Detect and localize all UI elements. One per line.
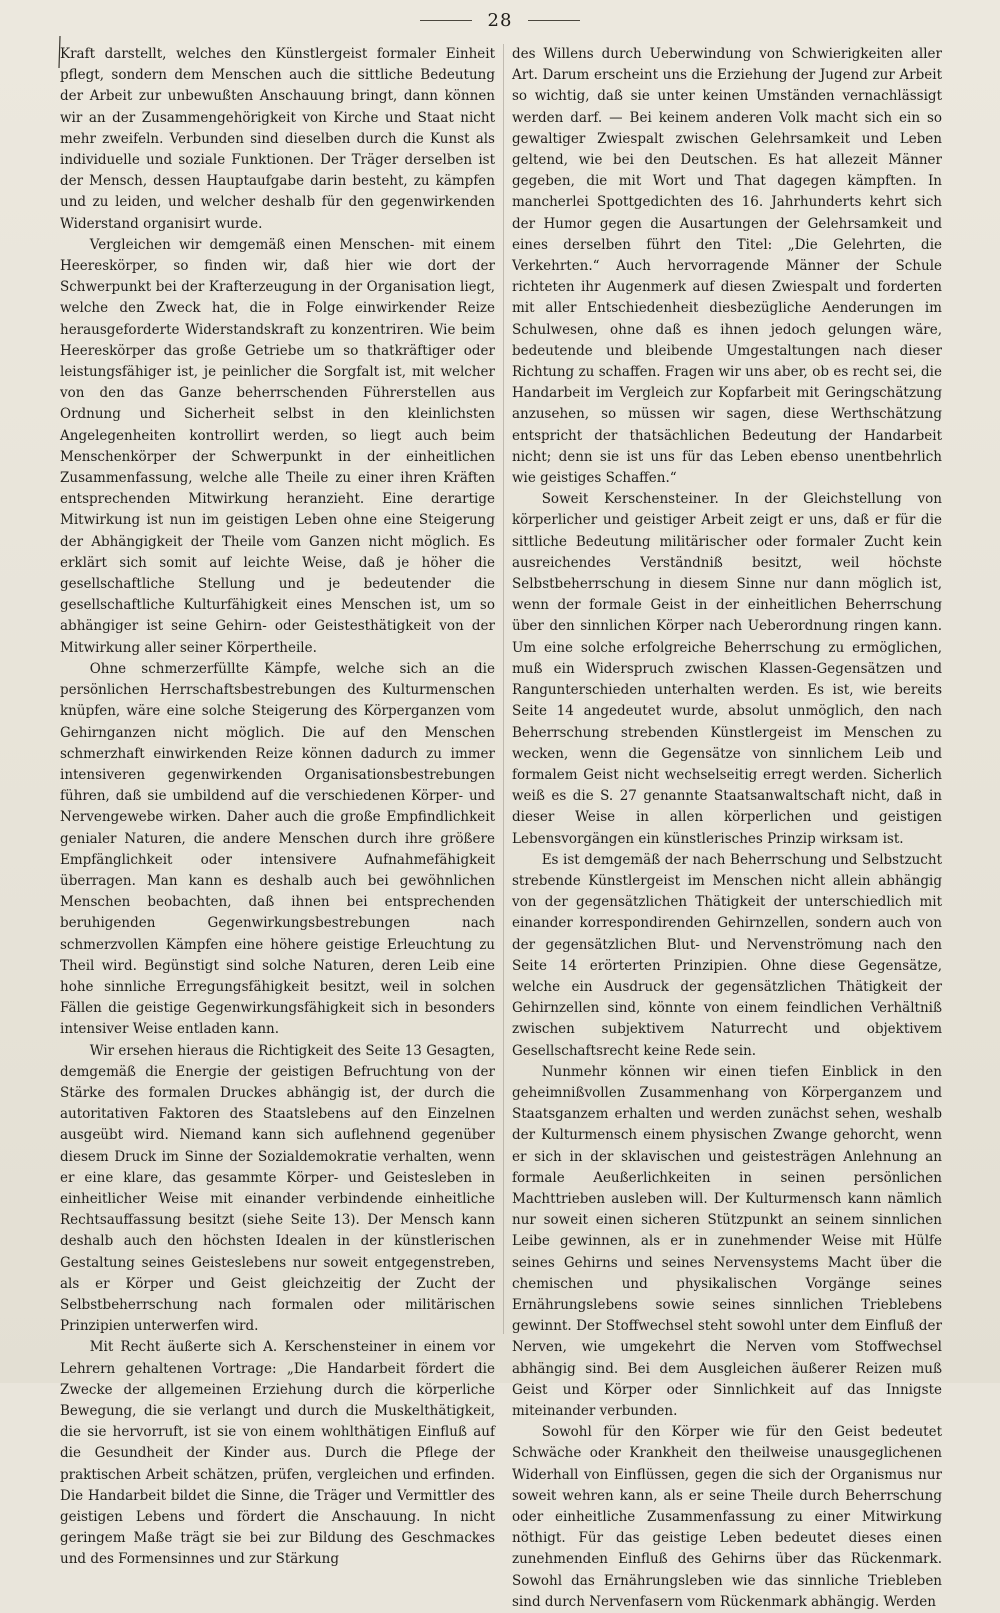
header-rule-right — [528, 20, 580, 21]
header-rule-left — [420, 20, 472, 21]
paragraph: Sowohl für den Körper wie für den Geist bedeutet Schwäche oder Krankheit den theilweise unausgeglichenen Widerhall von Einflüssen, gegen die sich der Organismus nur soweit wehren kann, als er seine Theile durch Beherrschung oder einheitliche Zusammenfassung zu einer Mitwirkung nöthigt. Für das geistige Leben bedeutet dieses einen zunehmenden Einfluß des Gehirns über das Rückenmark. Sowohl das Ernährungsleben wie das sinnliche Triebleben sind durch Nervenfasern vom Rückenmark abhängig. Werden — [512, 1424, 942, 1610]
page-number: 28 — [487, 9, 513, 31]
paragraph: Kraft darstellt, welches den Künstlergeist formaler Einheit pflegt, sondern dem Menschen auch die sittliche Bedeutung der Arbeit zur unbewußten Anschauung bringt, dann können wir an der Zusammengehörigkeit von Kirche und Staat nicht mehr zweifeln. Verbunden sind dieselben durch die Kunst als individuelle und soziale Funktionen. Der Träger derselben ist der Mensch, dessen Hauptaufgabe darin besteht, zu kämpfen und zu leiden, und welcher deshalb für den gegenwirkenden Widerstand organisirt wurde. — [60, 46, 495, 232]
left-column — [60, 44, 495, 1568]
paragraph: Ohne schmerzerfüllte Kämpfe, welche sich an die persönlichen Herrschaftsbestrebungen des Kulturmenschen knüpfen, wäre eine solche Steigerung des Körperganzen vom Gehirnganzen nicht möglich. Die auf den Menschen schmerzhaft einwirkenden Reize können dadurch zu immer intensiveren gegenwirkenden Organisationsbestrebungen führen, daß sie umbildend auf die verschiedenen Körper- und Nervengewebe wirken. Daher auch die große Empfindlichkeit genialer Naturen, die andere Menschen durch ihre größere Empfänglichkeit oder intensivere Aufnahmefähigkeit überragen. Man kann es deshalb auch bei gewöhnlichen Menschen beobachten, daß ihnen bei entsprechenden beruhigenden Gegenwirkungsbestrebungen nach schmerzvollen Kämpfen eine höhere geistige Erleuchtung zu Theil wird. Begünstigt sind solche Naturen, deren Leib eine hohe sinnliche Erregungsfähigkeit besitzt, weil in solchen Fällen die geistige Gegenwirkungsfähigkeit sich in besonders intensiver Weise entladen kann. — [60, 660, 495, 1038]
paragraph: Soweit Kerschensteiner. In der Gleichstellung von körperlicher und geistiger Arbeit zeigt er uns, daß er für die sittliche Bedeutung militärischer oder formaler Zucht kein ausreichendes Verständniß besitzt, weil höchste Selbstbeherrschung in diesem Sinne nur dann möglich ist, wenn der formale Geist in der einheitlichen Beherrschung über den sinnlichen Körper nach Ueberordnung ringen kann. Um eine solche erfolgreiche Beherrschung zu ermöglichen, muß ein Widerspruch zwischen Klassen-Gegensätzen und Rangunterschieden unterhalten werden. Es ist, wie bereits Seite 14 angedeutet wurde, absolut unmöglich, den nach Beherrschung strebenden Künstlergeist im Menschen zu wecken, wenn die Gegensätze von sinnlichem Leib und formalem Geist nicht wechselseitig erregt werden. Sicherlich weiß es die S. 27 genannte Staatsanwaltschaft nicht, daß in dieser Weise in allen körperlichen und geistigen Lebensvorgängen ein künstlerisches Prinzip wirksam ist. — [512, 491, 942, 847]
paragraph: Vergleichen wir demgemäß einen Menschen- mit einem Heereskörper, so finden wir, daß hier wie dort der Schwerpunkt bei der Krafterzeugung in der Organisation liegt, welche den Zweck hat, die in Folge einwirkender Reize herausgeforderte Widerstandskraft zu konzentriren. Wie beim Heereskörper das große Getriebe um so thatkräftiger oder leistungsfähiger ist, je peinlicher die Sorgfalt ist, mit welcher von den das Ganze beherrschenden Führerstellen aus Ordnung und Sicherheit selbst in den kleinlichsten Angelegenheiten kontrollirt werden, so liegt auch beim Menschenkörper der Schwerpunkt in der einheitlichen Zusammenfassung, welche alle Theile zu einer ihren Kräften entsprechenden Mitwirkung heranzieht. Eine derartige Mitwirkung ist nun im geistigen Leben ohne eine Steigerung der Abhängigkeit der Theile vom Ganzen nicht möglich. Es erklärt sich somit auf leichte Weise, daß je höher die gesellschaftliche Stellung und je bedeutender die gesellschaftliche Kulturfähigkeit eines Menschen ist, um so abhängiger ist seine Gehirn- oder Geistesthätigkeit von der Mitwirkung aller seiner Körpertheile. — [60, 236, 495, 656]
paragraph: Es ist demgemäß der nach Beherrschung und Selbstzucht strebende Künstlergeist im Menschen nicht allein abhängig von der gegensätzlichen Thätigkeit der unterschiedlich mit einander korrespondirenden Gehirnzellen, sondern auch von der gegensätzlichen Blut- und Nervenströmung nach den Seite 14 erörterten Prinzipien. Ohne diese Gegensätze, welche ein Ausdruck der gegensätzlichen Thätigkeit der Gehirnzellen sind, könnte von einem feindlichen Verhältniß zwischen subjektivem Naturrecht und objektivem Gesellschaftsrecht keine Rede sein. — [512, 851, 942, 1059]
paragraph: Mit Recht äußerte sich A. Kerschensteiner in einem vor Lehrern gehaltenen Vortrage: „Die Handarbeit fördert die Zwecke der allgemeinen Erziehung durch die körperliche Bewegung, die sie verlangt und durch die Muskelthätigkeit, die sie hervorruft, ist sie von einem wohlthätigen Einfluß auf die Gesundheit der Kinder aus. Durch die Pflege der praktischen Arbeit schätzen, prüfen, vergleichen und erfinden. Die Handarbeit bildet die Sinne, die Träger und Vermittler des geistigen Lebens und fördert die Anschauung. In nicht geringem Maße trägt sie bei zur Bildung des Geschmackes und des Formensinnes und zur Stärkung — [60, 1339, 495, 1568]
page-header — [0, 4, 1000, 36]
paragraph: Wir ersehen hieraus die Richtigkeit des Seite 13 Gesagten, demgemäß die Energie der geistigen Befruchtung von der Stärke des formalen Druckes abhängig ist, der durch die autoritativen Faktoren des Staatslebens auf den Einzelnen ausgeübt wird. Niemand kann sich auflehnend gegenüber diesem Druck im Sinne der Sozialdemokratie verhalten, wenn er eine klare, das gesammte Körper- und Geistesleben in einheitlicher Weise mit einander verbindende einheitliche Rechtsauffassung besitzt (siehe Seite 13). Der Mensch kann deshalb auch den höchsten Idealen in der künstlerischen Gestaltung seines Geisteslebens nur soweit entgegenstreben, als er Körper und Geist gleichzeitig der Zucht der Selbstbeherrschung nach formalen oder militärischen Prinzipien unterwerfen wird. — [60, 1042, 495, 1335]
paragraph: Nunmehr können wir einen tiefen Einblick in den geheimnißvollen Zusammenhang von Körperganzem und Staatsganzem erhalten und werden zunächst sehen, weshalb der Kulturmensch einem physischen Zwange gehorcht, wenn er sich in der sklavischen und geistesträgen Anlehnung an formale Aeußerlichkeiten in seinen persönlichen Machttrieben ausleben will. Der Kulturmensch kann nämlich nur soweit einen sicheren Stützpunkt an seinem sinnlichen Leibe gewinnen, als er in zunehmender Weise mit Hülfe seines Gehirns und seines Nervensystems Macht über die chemischen und physikalischen Vorgänge seines Ernährungslebens sowie seines sinnlichen Trieblebens gewinnt. Der Stoffwechsel steht sowohl unter dem Einfluß der Nerven, wie umgekehrt die Nerven vom Stoffwechsel abhängig sind. Bei dem Ausgleichen äußerer Reizen muß Geist und Körper oder Sinnlichkeit auf das Innigste miteinander verbunden. — [512, 1063, 942, 1419]
column-divider — [503, 44, 504, 1334]
paragraph: des Willens durch Ueberwindung von Schwierigkeiten aller Art. Darum erscheint uns die Erziehung der Jugend zur Arbeit so wichtig, daß sie unter keinen Umständen vernachlässigt werden darf. — Bei keinem anderen Volk macht sich ein so gewaltiger Zwiespalt zwischen Gelehrsamkeit und Leben geltend, wie bei den Deutschen. Es hat allezeit Männer gegeben, die mit Wort und That dagegen kämpften. In mancherlei Spottgedichten des 16. Jahrhunderts kehrt sich der Humor gegen die Ausartungen der Gelehrsamkeit und eines derselben führt den Titel: „Die Gelehrten, die Verkehrten.“ Auch hervorragende Männer der Schule richteten ihr Augenmerk auf diesen Zwiespalt und forderten mit aller Entschiedenheit diesbezügliche Aenderungen im Schulwesen, ohne daß es ihnen jedoch gelungen wäre, bedeutende und bleibende Umgestaltungen nach dieser Richtung zu schaffen. Fragen wir uns aber, ob es recht sei, die Handarbeit im Vergleich zur Kopfarbeit mit Geringschätzung anzusehen, so müssen wir sagen, diese Werthschätzung entspricht der thatsächlichen Bedeutung der Handarbeit nicht; denn sie ist uns für das Leben ebenso unentbehrlich wie geistiges Schaffen.“ — [512, 46, 942, 487]
right-column — [512, 44, 942, 1610]
